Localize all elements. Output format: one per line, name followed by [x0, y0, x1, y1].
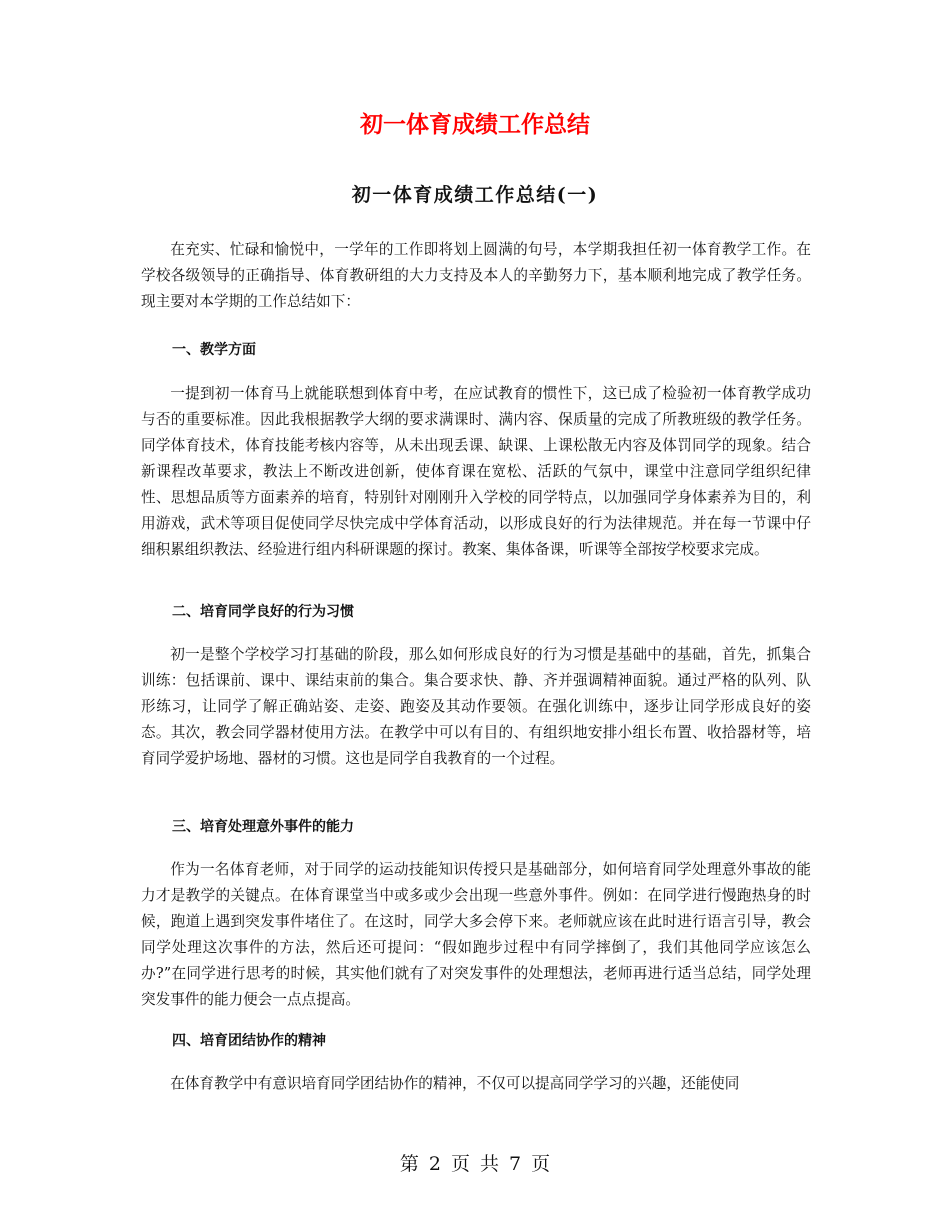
- intro-paragraph: 在充实、忙碌和愉悦中，一学年的工作即将划上圆满的句号，本学期我担任初一体育教学工作。在学校各级领导的正确指导、体育教研组的大力支持及本人的辛勤努力下，基本顺利地完成了教学任务。现主要对本学期的工作总结如下：: [141, 241, 811, 310]
- section-heading-1: 一、教学方面: [172, 342, 256, 358]
- page-number-footer: 第 2 页 共 7 页: [399, 1153, 551, 1175]
- section-body-3: 作为一名体育老师，对于同学的运动技能知识传授只是基础部分，如何培育同学处理意外事故的能力才是教学的关键点。在体育课堂当中或多或少会出现一些意外事件。例如：在同学进行慢跑热身的时候，跑道上遇到突发事件堵住了。在这时，同学大多会停下来。老师就应该在此时进行语言引导，教会同学处理这次事件的方法，然后还可提问：“假如跑步过程中有同学摔倒了，我们其他同学应该怎么办?”在同学进行思考的时候，其实他们就有了对突发事件的处理想法，老师再进行适当总结，同学处理突发事件的能力便会一点点提高。: [141, 861, 811, 1008]
- document-subtitle: 初一体育成绩工作总结(一): [351, 184, 599, 206]
- document-title: 初一体育成绩工作总结: [360, 112, 590, 138]
- section-body-4: 在体育教学中有意识培育同学团结协作的精神，不仅可以提高同学学习的兴趣，还能使同: [170, 1075, 740, 1092]
- section-heading-4: 四、培育团结协作的精神: [172, 1033, 326, 1049]
- section-heading-3: 三、培育处理意外事件的能力: [172, 819, 354, 835]
- section-body-2: 初一是整个学校学习打基础的阶段，那么如何形成良好的行为习惯是基础中的基础，首先，抓集合训练：包括课前、课中、课结束前的集合。集合要求快、静、齐并强调精神面貌。通过严格的队列、队形练习，让同学了解正确站姿、走姿、跑姿及其动作要领。在强化训练中，逐步让同学形成良好的姿态。其次，教会同学器材使用方法。在教学中可以有目的、有组织地安排小组长布置、收拾器材等，培育同学爱护场地、器材的习惯。这也是同学自我教育的一个过程。: [141, 646, 811, 767]
- section-body-1: 一提到初一体育马上就能联想到体育中考，在应试教育的惯性下，这已成了检验初一体育教学成功与否的重要标准。因此我根据教学大纲的要求满课时、满内容、保质量的完成了所教班级的教学任务。同学体育技术，体育技能考核内容等，从未出现丢课、缺课、上课松散无内容及体罚同学的现象。结合新课程改革要求，教法上不断改进创新，使体育课在宽松、活跃的气氛中，课堂中注意同学组织纪律性、思想品质等方面素养的培育，特别针对刚刚升入学校的同学特点，以加强同学身体素养为目的，利用游戏，武术等项目促使同学尽快完成中学体育活动，以形成良好的行为法律规范。并在每一节课中仔细积累组织教法、经验进行组内科研课题的探讨。教案、集体备课，听课等全部按学校要求完成。: [141, 385, 811, 558]
- section-heading-2: 二、培育同学良好的行为习惯: [172, 604, 354, 620]
